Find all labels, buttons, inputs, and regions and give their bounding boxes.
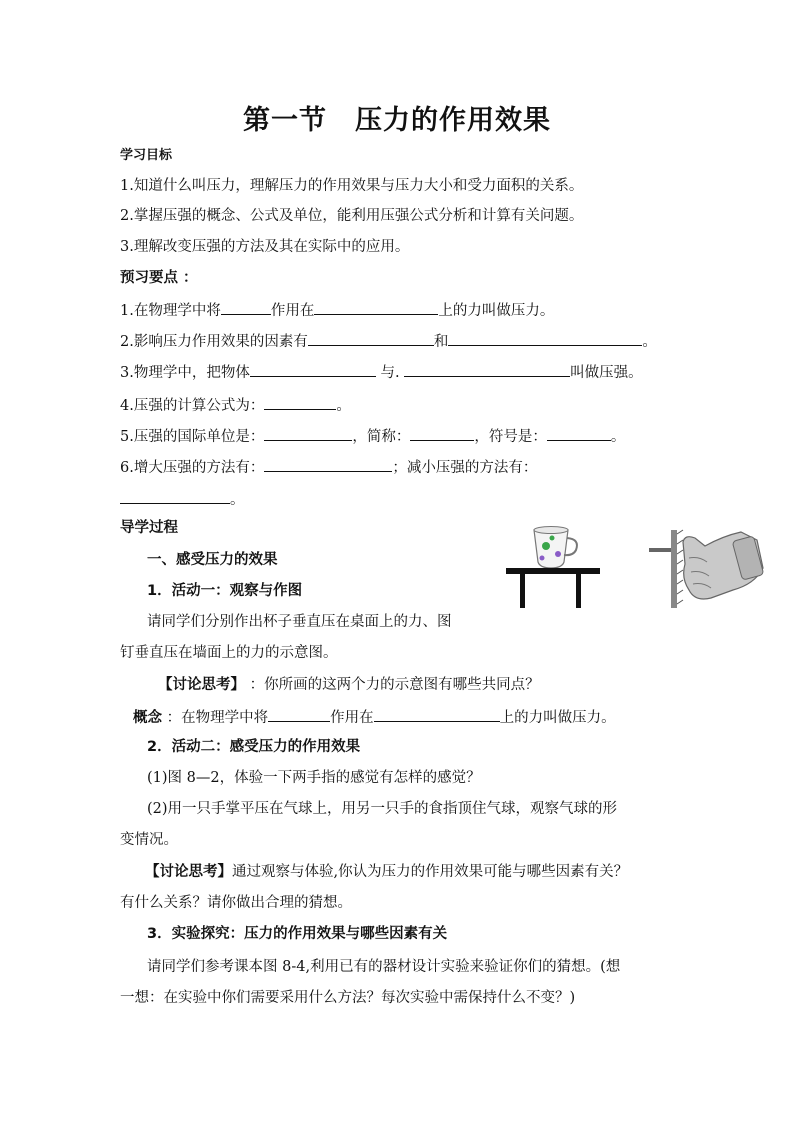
concept-text-a: ：在物理学中将 <box>166 710 269 726</box>
gloved-hand-icon <box>683 532 764 599</box>
q5-text-a: 5.压强的国际单位是： <box>120 429 265 445</box>
preview-q6-cont <box>120 488 245 510</box>
concept-blank-1[interactable] <box>268 706 330 722</box>
activity-3-text-a: 请同学们参考课本图 8-4,利用已有的器材设计实验来验证你们的猜想。(想 <box>147 959 621 975</box>
q2-blank-1[interactable] <box>308 330 434 346</box>
q1-blank-1[interactable] <box>221 299 271 315</box>
thumbtack-wall-figure <box>645 528 767 610</box>
q4-blank-1[interactable] <box>264 394 336 410</box>
q6-text-b: ；减小压强的方法有： <box>392 460 538 476</box>
preview-q4 <box>120 394 351 416</box>
page-title: 第一节 压力的作用效果 <box>243 105 551 136</box>
q6-text-c: 。 <box>230 492 245 508</box>
q3-blank-2[interactable] <box>404 361 570 377</box>
activity-2-q2a: (2)用一只手掌平压在气球上，用另一只手的食指顶住气球，观察气球的形 <box>147 801 618 817</box>
discuss-2-label: 【讨论思考】 <box>145 864 232 880</box>
q1-text-c: 上的力叫做压力。 <box>438 303 555 319</box>
table-icon <box>506 568 600 608</box>
concept-line <box>133 706 616 728</box>
q2-text-c: 。 <box>642 334 657 350</box>
thumbtack-icon <box>649 548 671 552</box>
q4-text-b: 。 <box>336 398 351 414</box>
q2-blank-2[interactable] <box>448 330 642 346</box>
q6-text-a: 6.增大压强的方法有： <box>120 460 265 476</box>
activity-3-title: 3．实验探究：压力的作用效果与哪些因素有关 <box>147 926 448 942</box>
preview-q2 <box>120 330 657 352</box>
activity-1-text-2: 钉垂直压在墙面上的力的示意图。 <box>120 645 338 661</box>
discuss-1-text: ：你所画的这两个力的示意图有哪些共同点？ <box>249 677 540 693</box>
discuss-1 <box>158 675 540 695</box>
q6-blank-1[interactable] <box>264 456 392 472</box>
activity-2-q1: (1)图 8—2，体验一下两手指的感觉有怎样的感觉？ <box>147 770 481 786</box>
q3-text-b: 与. <box>380 365 400 381</box>
q1-blank-2[interactable] <box>314 299 438 315</box>
q2-text-b: 和 <box>433 334 449 350</box>
concept-blank-2[interactable] <box>374 706 500 722</box>
q5-text-b: ，简称： <box>352 429 411 445</box>
activity-3-text-b: 一想：在实验中你们需要采用什么方法？每次实验中需保持什么不变？) <box>120 990 576 1006</box>
goals-heading: 学习目标 <box>120 148 173 163</box>
concept-label: 概念 <box>133 710 162 726</box>
goal-item-1: 1.知道什么叫压力，理解压力的作用效果与压力大小和受力面积的关系。 <box>120 178 584 194</box>
q3-text-a: 3.物理学中，把物体 <box>120 365 250 381</box>
cup-icon <box>534 527 577 569</box>
activity-2-q2b: 变情况。 <box>120 832 178 848</box>
discuss-2-text-a: 通过观察与体验,你认为压力的作用效果可能与哪些因素有关？ <box>232 864 629 880</box>
q5-blank-1[interactable] <box>264 425 352 441</box>
cup-on-table-figure <box>506 522 602 610</box>
discuss-1-label: 【讨论思考】 <box>158 677 245 693</box>
concept-text-c: 上的力叫做压力。 <box>499 710 616 726</box>
wall-icon <box>671 530 683 608</box>
q5-text-c: ，符号是： <box>474 429 547 445</box>
q5-blank-3[interactable] <box>547 425 611 441</box>
q5-blank-2[interactable] <box>410 425 474 441</box>
activity-1-title: 1．活动一：观察与作图 <box>147 583 303 599</box>
goal-item-2: 2.掌握压强的概念、公式及单位，能利用压强公式分析和计算有关问题。 <box>120 208 584 224</box>
q6-blank-2[interactable] <box>120 488 230 504</box>
preview-q6 <box>120 456 537 478</box>
q1-text-b: 作用在 <box>270 303 315 319</box>
concept-text-b: 作用在 <box>330 710 374 726</box>
q3-text-c: 叫做压强。 <box>570 365 643 381</box>
q1-text-a: 1.在物理学中将 <box>120 303 221 319</box>
preview-q5 <box>120 425 625 447</box>
activity-1-text-1: 请同学们分别作出杯子垂直压在桌面上的力、图 <box>147 614 452 630</box>
guide-heading: 导学过程 <box>120 520 178 536</box>
discuss-2 <box>145 862 628 882</box>
q5-text-d: 。 <box>610 429 626 445</box>
q3-blank-1[interactable] <box>250 361 376 377</box>
discuss-2-text-b: 有什么关系？请你做出合理的猜想。 <box>120 895 352 911</box>
goal-item-3: 3.理解改变压强的方法及其在实际中的应用。 <box>120 239 410 255</box>
q2-text-a: 2.影响压力作用效果的因素有 <box>120 334 308 350</box>
preview-heading: 预习要点 ： <box>120 270 198 286</box>
preview-q3 <box>120 361 643 383</box>
q4-text-a: 4.压强的计算公式为： <box>120 398 265 414</box>
preview-q1 <box>120 299 554 321</box>
section-1-heading: 一、感受压力的效果 <box>147 552 278 568</box>
activity-2-title: 2．活动二：感受压力的作用效果 <box>147 739 361 755</box>
